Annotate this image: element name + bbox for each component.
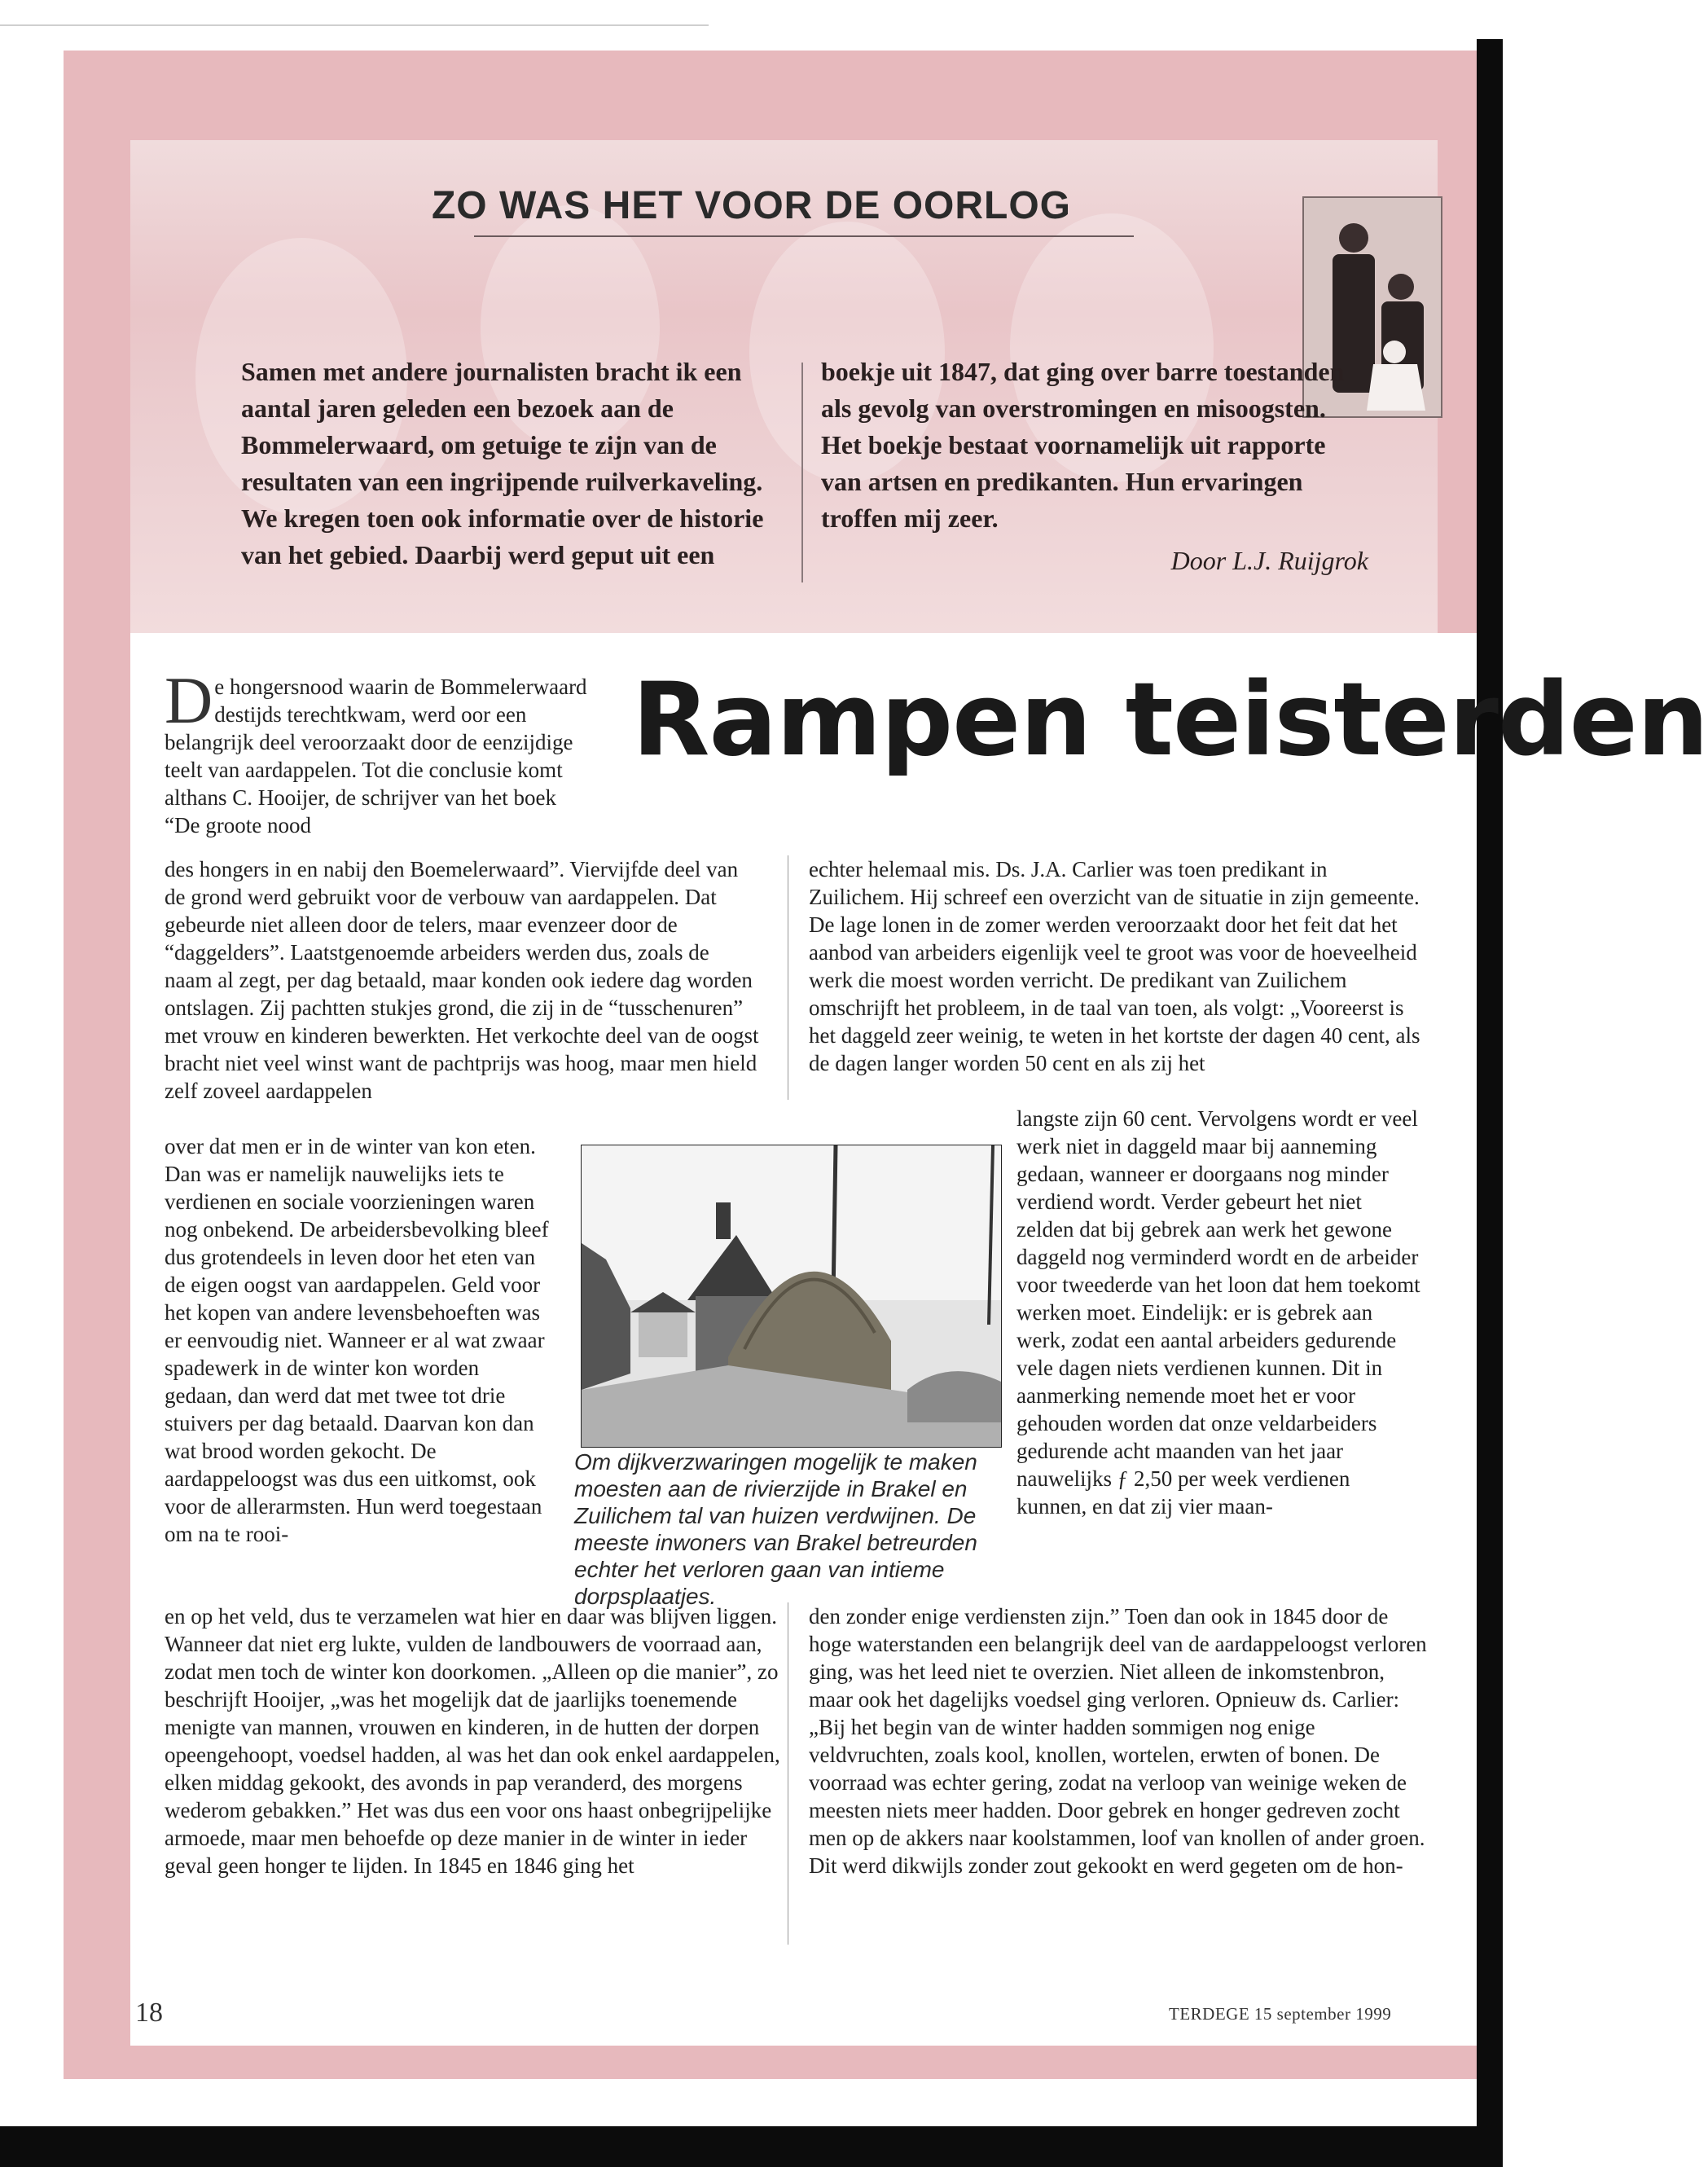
body-column-a3: over dat men er in de winter van kon eten. Dan was er namelijk nauwelijks iets te verdienen en sociale voorzieningen waren nog onbekend. De arbeidersbevolking bleef dus grotendeels in leven door het eten van de eigen oogst van aardappelen. Geld voor het kopen van andere levensbehoeften was er eenvoudig niet. Wanneer er al wat zwaar spadewerk in de winter kon worden gedaan, dan werd dat met twee tot drie stuivers per dag betaald. Daarvan kon dan wat brood worden gekocht. De aardappeloogst was dus een uitkomst, ook voor de allerarmsten. Hun werd toegestaan om na te rooi- xyxy=(165,1134,549,1546)
intro-right: boekje uit 1847, dat ging over barre toestanden als gevolg van overstromingen en misoogsten. Het boekje bestaat voornamelijk uit rapporte van artsen en predikanten. Hun ervaringen troffen mij zeer. xyxy=(821,357,1345,533)
issue-footer: TERDEGE 15 september 1999 xyxy=(1169,2004,1392,2024)
intro-left: Samen met andere journalisten bracht ik een aantal jaren geleden een bezoek aan de Bommelerwaard, om getuige te zijn van de resultaten van een ingrijpende ruilverkaveling. We kregen toen ook informatie over de historie van het gebied. Daarbij werd geput uit een xyxy=(241,357,764,569)
body-column-a4: en op het veld, dus te verzamelen wat hier en daar was blijven liggen. Wanneer dat niet erg lukte, vulden de landbouwers de voorraad aan, zodat men toch de winter kon doorkomen. „Alleen op die manier”, zo beschrijft Hooijer, „was het mogelijk dat de jaarlijks toenemende menigte van mannen, vrouwen en kinderen, in de hutten der dorpen opeengehoopt, voedsel hadden, al was het dan ook enkel aardappelen, elken middag gekookt, des avonds in pap veranderd, des morgens wederom gebakken.” Het was dus een voor ons haast onbegrijpelijke armoede, maar men behoefde op deze manier in de winter in ieder geval geen honger te lijden. In 1845 en 1846 ging het xyxy=(165,1604,780,1878)
photo-caption: Om dijkverzwaringen mogelijk te maken moesten aan de rivierzijde in Brakel en Zuilichem tal van huizen verdwijnen. De meeste inwoners van Brakel betreurden echter het verloren gaan van intieme dorpsplaatjes. xyxy=(574,1449,977,1609)
scan-edge-right xyxy=(1477,39,1503,2167)
body-column-b2: langste zijn 60 cent. Vervolgens wordt er veel werk niet in daggeld maar bij aanneming gedaan, wanneer er doorgaans nog minder verdiend wordt. Verder gebeurt het niet zelden dat bij gebrek aan werk het gewone daggeld nog verminderd wordt en de arbeider voor tweederde van het loon dat hem toekomt werken moet. Eindelijk: er is gebrek aan werk, zodat een aantal arbeiders gedurende vele dagen niets verdienen kunnen. Dit in aanmerking nemende moet het er voor gehouden worden dat onze veldarbeiders gedurende acht maanden van het jaar nauwelijks ƒ 2,50 per week verdienen kunnen, en dat zij vier maan- xyxy=(1016,1106,1420,1519)
body-column-a2: des hongers in en nabij den Boemelerwaard”. Viervijfde deel van de grond werd gebruikt voor de verbouw van aardappelen. Dat gebeurde niet alleen door de telers, maar evenzeer door de “daggelders”. Laatstgenoemde arbeiders werden dus, zoals de naam al zegt, per dag betaald, maar konden ook iedere dag worden ontslagen. Zij pachtten stukjes grond, die zij in de “tusschenuren” met vrouw en kinderen bewerkten. Het verkochte deel van de oogst bracht niet veel winst want de pachtprijs was hoog, maar men hield zelf zoveel aardappelen xyxy=(165,857,759,1103)
page-number: 18 xyxy=(135,1998,163,2028)
series-title: ZO WAS HET VOOR DE OORLOG xyxy=(431,184,1072,227)
body-text: e hongersnood waarin de Bommelerwaard destijds terechtkwam, werd oor een belangrijk deel veroorzaakt door de eenzijdige teelt van aardappelen. Tot die conclusie komt althans C. Hooijer, de schrijver van het boek “De groote nood xyxy=(165,675,587,837)
body-column-b1: echter helemaal mis. Ds. J.A. Carlier was toen predikant in Zuilichem. Hij schreef een overzicht van de situatie in zijn gemeente. De lage lonen in de zomer werden veroorzaakt door het feit dat het aanbod van arbeiders eigenlijk veel te groot was voor de hoeveelheid werk die moest worden verricht. De predikant van Zuilichem omschrijft het probleem, in de taal van toen, als volgt: „Vooreerst is het daggeld zeer weinig, te weten in het kortste der dagen 40 cent, als de dagen langer worden 50 cent en als zij het xyxy=(809,857,1420,1075)
intro-divider xyxy=(801,363,803,582)
drop-cap: D xyxy=(165,663,213,737)
byline: Door L.J. Ruijgrok xyxy=(1170,546,1368,575)
scan-edge-line xyxy=(0,24,709,26)
article-headline: Rampen teisterden xyxy=(632,662,1708,779)
title-rule xyxy=(474,235,1134,237)
scan-edge-bottom xyxy=(0,2126,1503,2167)
body-column-b3: den zonder enige verdiensten zijn.” Toen dan ook in 1845 door de hoge waterstanden een belangrijk deel van de aardappeloogst verloren ging, was het leed niet te overzien. Niet alleen de inkomstenbron, maar ook het dagelijks voedsel ging verloren. Opnieuw ds. Carlier: „Bij het begin van de winter hadden sommigen nog enige veldvruchten, zoals kool, knollen, wortelen, erwten of bonen. De voorraad was echter gering, zodat na verloop van weinige weken de meesten niets meer hadden. Door gebrek en honger gedreven zocht men op de akkers naar koolstammen, loof van knollen of ander groen. Dit werd dikwijls zonder zout gekookt en werd gegeten om de hon- xyxy=(809,1604,1427,1878)
body-column-a1 xyxy=(165,663,596,839)
village-photo xyxy=(581,1145,1002,1448)
